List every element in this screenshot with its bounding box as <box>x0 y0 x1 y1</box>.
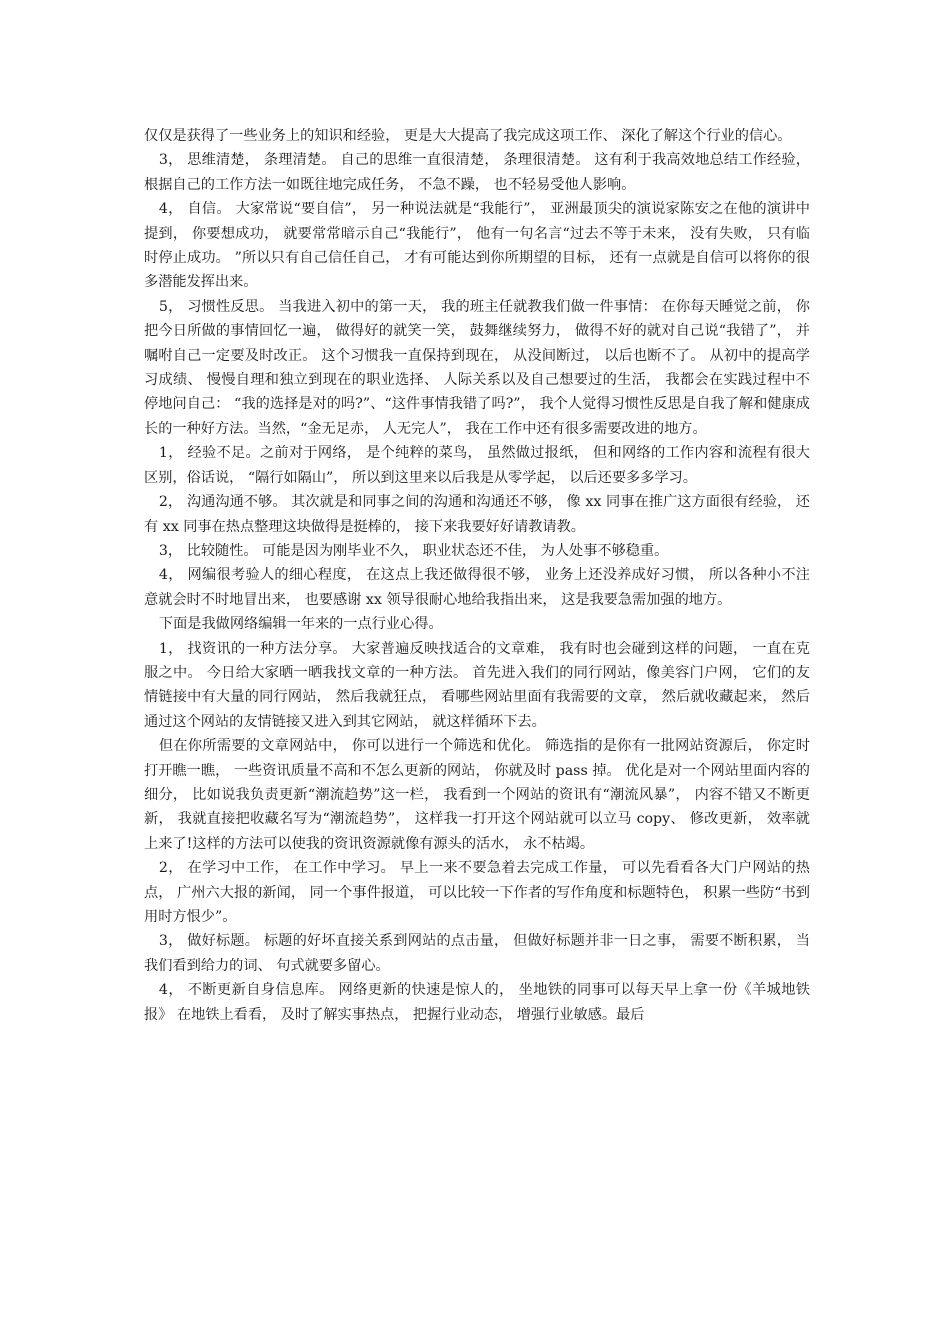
paragraph-6: 2， 沟通沟通不够。 其次就是和同事之间的沟通和沟通还不够， 像 xx 同事在推广这方面很有经验， 还有 xx 同事在热点整理这块做得是挺棒的， 接下来我要好好请教请教。 <box>144 494 810 535</box>
paragraph-1: 仅仅是获得了一些业务上的知识和经验， 更是大大提高了我完成这项工作、 深化了解这个行业的信心。 <box>144 128 792 144</box>
paragraph-14: 4， 不断更新自身信息库。 网络更新的快速是惊人的， 坐地铁的同事可以每天早上拿一份《羊城地铁报》 在地铁上看看， 及时了解实事热点， 把握行业动态， 增强行业敏感。最后 <box>144 982 810 1023</box>
paragraph-7: 3， 比较随性。 可能是因为刚毕业不久， 职业状态还不佳， 为人处事不够稳重。 <box>158 542 669 559</box>
paragraph-4: 5， 习惯性反思。 当我进入初中的第一天， 我的班主任就教我们做一件事情： 在你每天睡觉之前， 你把今日所做的事情回忆一遍， 做得好的就笑一笑， 鼓舞继续努力， 做得不好的就对自己说“我错了”， 并嘱咐自己一定要及时改正。 这个习惯我一直保持到现在， 从没间断过， 以后也断不了。 从初中的提高学习成绩、 慢慢自理和独立到现在的职业选择、 人际关系以及自己想要过的生活， 我都会在实践过程中不停地问自己： “我的选择是对的吗?”、“这件事情我错了吗?”， 我个人觉得习惯性反思是自我了解和健康成长的一种好方法。当然，“金无足赤， 人无完人”， 我在工作中还有很多需要改进的地方。 <box>144 298 810 437</box>
paragraph-2: 3， 思维清楚， 条理清楚。 自己的思维一直很清楚， 条理很清楚。 这有利于我高效地总结工作经验， 根据自己的工作方法一如既往地完成任务， 不急不躁， 也不轻易受他人影响。 <box>144 152 810 193</box>
paragraph-13: 3， 做好标题。 标题的好坏直接关系到网站的点击量， 但做好标题并非一日之事， 需要不断积累， 当我们看到给力的词、 句式就要多留心。 <box>144 933 810 974</box>
paragraph-3: 4， 自信。 大家常说“要自信”， 另一种说法就是“我能行”， 亚洲最顶尖的演说家陈安之在他的演讲中提到， 你要想成功， 就要常常暗示自己“我能行”， 他有一句名言“过去不等于未来， 没有失败， 只有临时停止成功。 ”所以只有自己信任自己， 才有可能达到你所期望的目标， 还有一点就是自信可以将你的很多潜能发挥出来。 <box>144 201 810 291</box>
paragraph-12: 2， 在学习中工作， 在工作中学习。 早上一来不要急着去完成工作量， 可以先看看各大门户网站的热点， 广州六大报的新闻， 同一个事件报道， 可以比较一下作者的写作角度和标题特色， 积累一些防“书到用时方恨少”。 <box>144 860 810 925</box>
document-body <box>144 124 810 1027</box>
paragraph-10: 1， 找资讯的一种方法分享。 大家普遍反映找适合的文章难， 我有时也会碰到这样的问题， 一直在克服之中。 今日给大家晒一晒我找文章的一种方法。 首先进入我们的同行网站，像美容门户网， 它们的友情链接中有大量的同行网站， 然后我就狂点， 看哪些网站里面有我需要的文章， 然后就收藏起来， 然后通过这个网站的友情链接又进入到其它网站， 就这样循环下去。 <box>144 640 810 730</box>
paragraph-9: 下面是我做网络编辑一年来的一点行业心得。 <box>158 616 443 633</box>
paragraph-8: 4， 网编很考验人的细心程度， 在这点上我还做得很不够， 业务上还没养成好习惯， 所以各种小不注意就会时不时地冒出来， 也要感谢 xx 领导很耐心地给我指出来， 这是我要急需加强的地方。 <box>144 567 810 608</box>
paragraph-11: 但在你所需要的文章网站中， 你可以进行一个筛选和优化。 筛选指的是你有一批网站资源后， 你定时打开瞧一瞧， 一些资讯质量不高和不怎么更新的网站， 你就及时 pass 掉。 优化是对一个网站里面内容的细分， 比如说我负责更新“潮流趋势”这一栏， 我看到一个网站的资讯有“潮流风暴”， 内容不错又不断更新， 我就直接把收藏名写为“潮流趋势”， 这样我一打开这个网站就可以立马 copy、 修改更新， 效率就上来了!这样的方法可以使我的资讯资源就像有源头的活水， 永不枯竭。 <box>144 738 810 852</box>
paragraph-5: 1， 经验不足。之前对于网络， 是个纯粹的菜鸟， 虽然做过报纸， 但和网络的工作内容和流程有很大区别，俗话说， “隔行如隔山”， 所以到这里来以后我是从零学起， 以后还要多多学习。 <box>144 445 810 486</box>
